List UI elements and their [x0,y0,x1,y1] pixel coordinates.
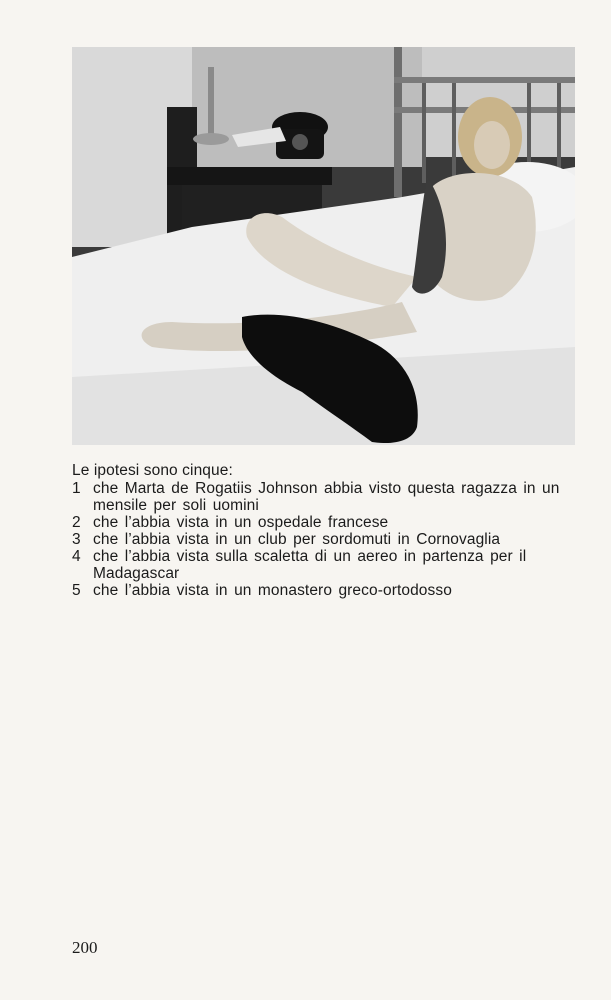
list-item-number: 5 [72,582,81,599]
page-number: 200 [72,938,98,957]
list-item [72,531,582,548]
list-item-text: che Marta de Rogatiis Johnson abbia visto questa ragazza in un mensile per soli uomini [93,480,560,514]
list-item [72,582,582,599]
list-item [72,548,582,582]
list-item-number: 1 [72,480,81,497]
list-item [72,480,582,514]
list-item-text: che l’abbia vista sulla scaletta di un aereo in partenza per il Madagascar [93,548,527,582]
list-item-number: 2 [72,514,81,531]
caption [72,462,582,599]
list-item-number: 3 [72,531,81,548]
caption-intro: Le ipotesi sono cinque: [72,462,233,479]
list-item-text: che l’abbia vista in un club per sordomuti in Cornovaglia [93,531,501,548]
hypotheses-list [72,480,582,599]
list-item [72,514,582,531]
list-item-number: 4 [72,548,81,565]
bedroom-photograph [72,47,575,445]
list-item-text: che l’abbia vista in un monastero greco-ortodosso [93,582,452,599]
list-item-text: che l’abbia vista in un ospedale francese [93,514,389,531]
